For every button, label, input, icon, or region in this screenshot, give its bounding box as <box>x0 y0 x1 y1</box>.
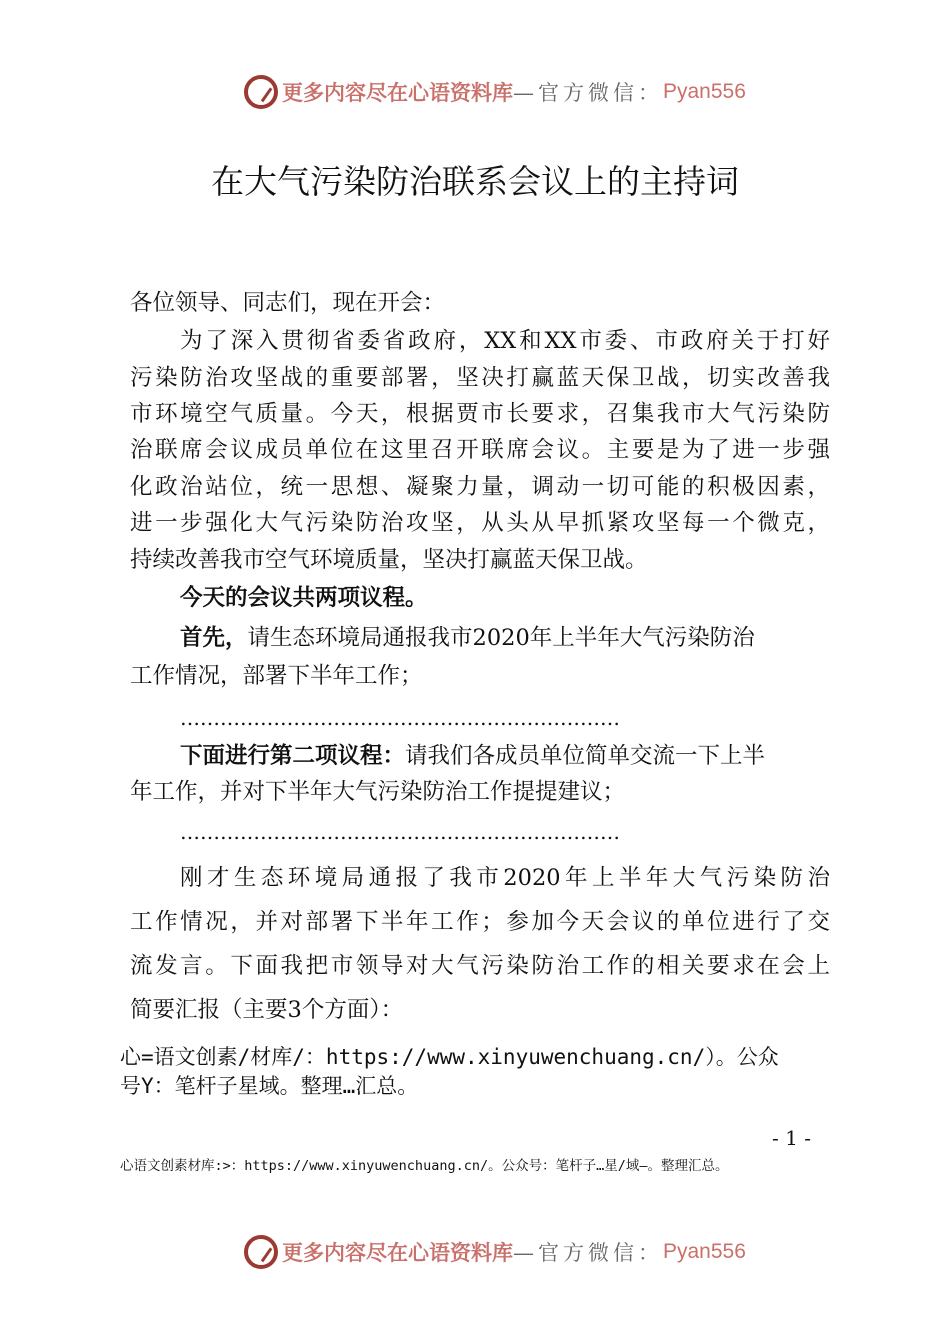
agenda-item-1-label: 首先， <box>180 625 248 651</box>
paragraph-line: 简要汇报（主要3个方面）： <box>130 997 404 1023</box>
bottom-banner <box>244 1232 746 1272</box>
paragraph-line: 治联席会议成员单位在这里召开联席会议。主要是为了进一步强 <box>130 437 830 463</box>
watermark-line: 心=语文创素/材库/：https://www.xinyuwenchuang.cn/）。公众 <box>120 1045 779 1069</box>
document-title: 在大气污染防治联系会议上的主持词 <box>211 162 739 201</box>
paragraph-line: 进一步强化大气污染防治攻坚，从头从早抓紧攻坚每一个微克， <box>130 510 830 536</box>
banner-id: Pyan556 <box>663 80 746 103</box>
paragraph-line: 刚才生态环境局通报了我市2020年上半年大气污染防治 <box>180 865 830 891</box>
banner-text: 更多内容尽在心语资料库 <box>282 80 513 105</box>
ellipsis-line: ………………………………………………………… <box>180 820 620 844</box>
ellipsis-line: ………………………………………………………… <box>180 706 620 730</box>
agenda-item-1-text: 请生态环境局通报我市2020年上半年大气污染防治 <box>247 625 755 651</box>
banner-id: Pyan556 <box>663 1240 746 1263</box>
agenda-heading: 今天的会议共两项议程。 <box>180 585 428 611</box>
agenda-item-2 <box>180 739 830 773</box>
agenda-item-2-text: 请我们各成员单位简单交流一下上半 <box>405 743 766 769</box>
agenda-item-1 <box>180 621 830 655</box>
paragraph-line: 为了深入贯彻省委省政府，XX和XX市委、市政府关于打好 <box>180 328 830 354</box>
watermark-line: 号Y：笔杆子星域。整理…汇总。 <box>120 1074 419 1098</box>
paragraph-line: 污染防治攻坚战的重要部署，坚决打赢蓝天保卫战，切实改善我 <box>130 365 830 391</box>
pen-logo-icon <box>244 75 278 109</box>
pen-logo-icon <box>244 1235 278 1269</box>
page-number: - 1 - <box>772 1126 811 1150</box>
paragraph-line: 工作情况，部署下半年工作； <box>130 663 423 689</box>
paragraph-line: 持续改善我市空气环境质量，坚决打赢蓝天保卫战。 <box>130 547 648 573</box>
banner-label: —官方微信： <box>513 1241 663 1265</box>
paragraph-line: 市环境空气质量。今天，根据贾市长要求，召集我市大气污染防 <box>130 401 830 427</box>
agenda-item-2-label: 下面进行第二项议程： <box>180 743 406 769</box>
greeting: 各位领导、同志们，现在开会： <box>130 290 446 316</box>
paragraph-line: 流发言。下面我把市领导对大气污染防治工作的相关要求在会上 <box>130 953 830 979</box>
top-banner <box>244 72 746 112</box>
paragraph-line: 工作情况，并对部署下半年工作；参加今天会议的单位进行了交 <box>130 909 830 935</box>
banner-label: —官方微信： <box>513 81 663 105</box>
banner-text: 更多内容尽在心语资料库 <box>282 1240 513 1265</box>
paragraph-line: 化政治站位，统一思想、凝聚力量，调动一切可能的积极因素， <box>130 474 830 500</box>
paragraph-line: 年工作，并对下半年大气污染防治工作提提建议； <box>130 779 626 805</box>
footer-text: 心语文创素材库:>：https://www.xinyuwenchuang.cn/。公众号：笔杆子…星/域—。整理汇总。 <box>120 1158 729 1174</box>
